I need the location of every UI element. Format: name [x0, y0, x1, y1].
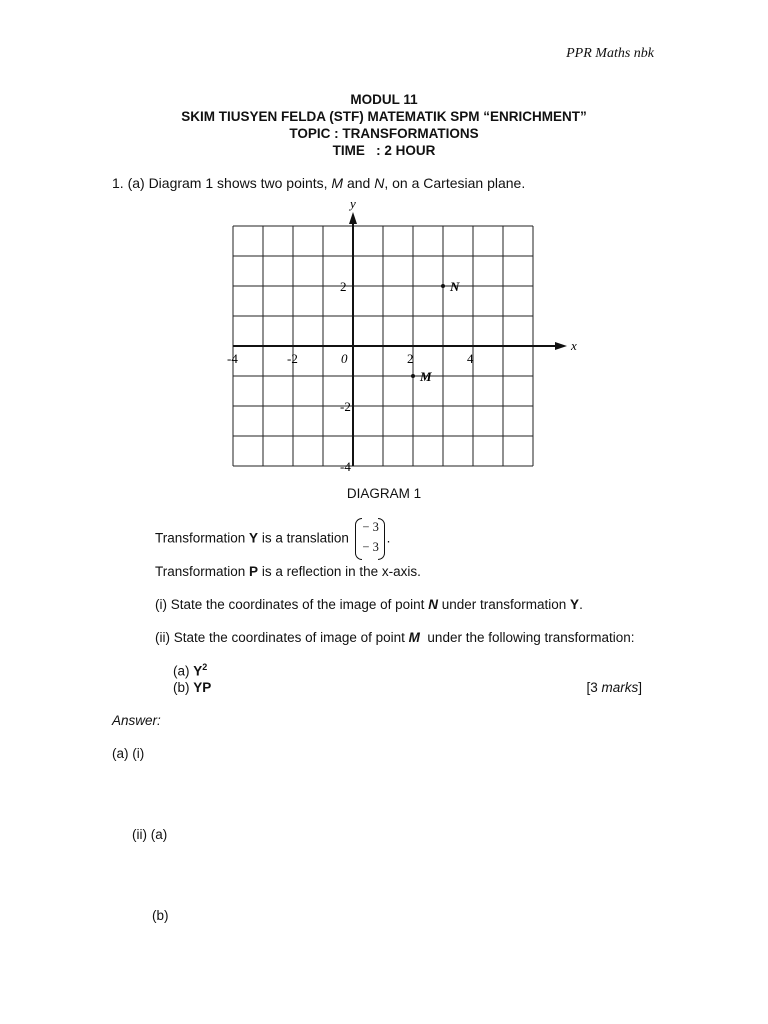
part-i-line: [155, 597, 583, 612]
transformation-p-suffix: is a reflection in the x-axis.: [261, 564, 421, 579]
sub-a-line: [173, 662, 207, 679]
marks-word: marks: [601, 680, 639, 695]
x-tick-label: 2: [407, 351, 414, 366]
transformation-p-line: [155, 564, 421, 579]
transformation-y-prefix: Transformation: [155, 530, 246, 546]
header-tag: PPR Maths nbk: [566, 46, 654, 61]
answer-ii-a: (ii) (a): [132, 827, 168, 842]
part-i-letter: Y: [570, 597, 580, 612]
translation-vector: [355, 518, 385, 560]
vector-top: − 3: [362, 520, 379, 534]
part-ii-prefix: (ii) State the coordinates of image of point: [155, 630, 405, 645]
part-i-point: N: [428, 597, 438, 612]
title-block: [0, 91, 768, 159]
sub-b-letters: YP: [193, 680, 212, 695]
title-line-2: SKIM TIUSYEN FELDA (STF) MATEMATIK SPM “ENRICHMENT”: [181, 109, 587, 124]
diagram-caption: DIAGRAM 1: [346, 486, 422, 501]
x-tick-label: 0: [341, 351, 348, 366]
intro-and: and: [346, 175, 371, 191]
part-i-prefix: (i) State the coordinates of the image of point: [155, 597, 425, 612]
intro-point-m: M: [331, 175, 344, 191]
part-ii-point: M: [408, 630, 420, 645]
answer-b: (b): [152, 908, 169, 923]
transformation-y-letter: Y: [249, 530, 259, 546]
x-tick-label: 4: [467, 351, 474, 366]
marks-close: ]: [638, 680, 642, 695]
sub-a-letter: Y: [193, 663, 203, 679]
points: [411, 279, 460, 384]
marks-open: [3: [586, 680, 598, 695]
point-n-marker: [441, 284, 445, 288]
vector-bottom: − 3: [362, 540, 379, 554]
part-ii-line: [155, 630, 635, 645]
y-tick-label: 2: [340, 279, 347, 294]
sub-a-sup: 2: [202, 662, 208, 672]
answer-heading: Answer:: [112, 713, 161, 728]
vector-right-bracket: [378, 518, 385, 560]
cartesian-diagram: [200, 196, 577, 480]
question-intro: [112, 175, 525, 191]
part-i-end: .: [579, 597, 583, 612]
y-axis-label: y: [350, 196, 356, 211]
sub-b-line: [173, 680, 211, 695]
title-line-3: TOPIC : TRANSFORMATIONS: [289, 126, 479, 141]
transformation-p-letter: P: [249, 564, 259, 579]
y-tick-label: -2: [340, 399, 351, 414]
x-axis-arrow: [555, 342, 567, 350]
intro-suffix: , on a Cartesian plane.: [384, 175, 526, 191]
point-n-label: N: [450, 279, 460, 294]
axes: [233, 196, 577, 466]
x-axis-label: x: [571, 338, 577, 353]
y-tick-label: -4: [340, 459, 351, 474]
transformation-p-prefix: Transformation: [155, 564, 246, 579]
part-ii-suffix: under the following transformation:: [427, 630, 635, 645]
x-tick-label: -2: [287, 351, 298, 366]
title-line-1: MODUL 11: [350, 92, 418, 107]
point-m-label: M: [420, 369, 432, 384]
sub-b-label: (b): [173, 680, 190, 695]
title-line-4: TIME : 2 HOUR: [332, 143, 436, 158]
intro-prefix: 1. (a) Diagram 1 shows two points,: [112, 175, 328, 191]
x-tick-label: -4: [227, 351, 238, 366]
marks-label: [586, 680, 642, 695]
transformation-y-end: .: [386, 530, 391, 546]
point-m-marker: [411, 374, 415, 378]
answer-a-i: (a) (i): [112, 746, 145, 761]
transformation-y-suffix: is a translation: [261, 530, 349, 546]
y-axis-arrow: [349, 212, 357, 224]
intro-point-n: N: [374, 175, 385, 191]
part-i-middle: under transformation: [441, 597, 567, 612]
transformation-y-line: [155, 518, 390, 560]
sub-a-label: (a): [173, 663, 190, 679]
